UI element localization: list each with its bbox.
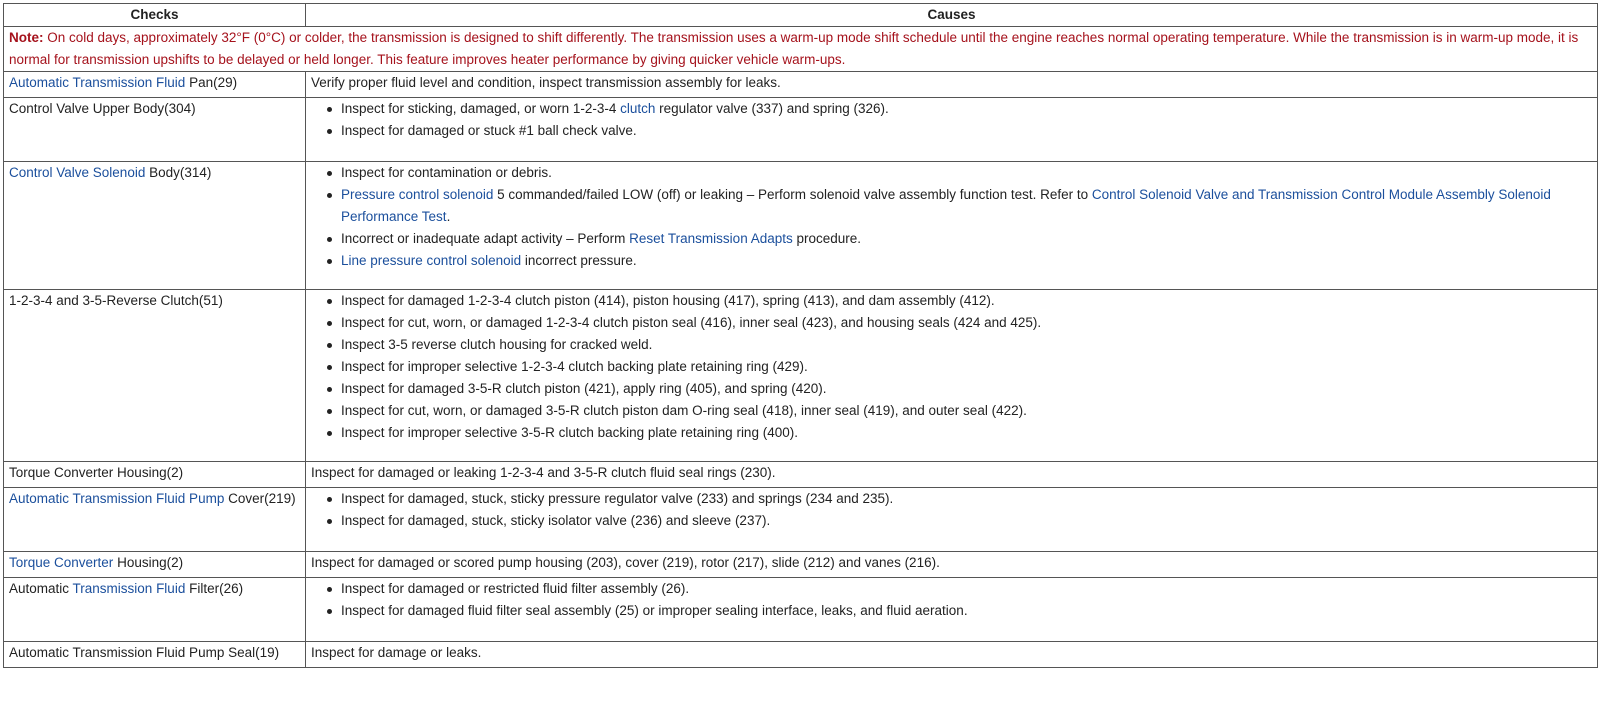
cause-cell	[306, 290, 1598, 462]
note-cell	[4, 27, 1598, 72]
note-text: On cold days, approximately 32°F (0°C) or colder, the transmission is designed to shift differently. The transmission uses a warm-up mode shift schedule until the engine reaches normal operating temperature. While the transmission is in warm-up mode, it is normal for transmission upshifts to be delayed or held longer. This feature improves heater performance by giving quicker vehicle warm-ups.	[9, 30, 1579, 67]
cause-cell: Inspect for damaged or scored pump housing (203), cover (219), rotor (217), slide (212) and vanes (216).	[306, 552, 1598, 578]
table-row	[4, 98, 1598, 162]
reset-adapts-link[interactable]: Reset Transmission Adapts	[629, 231, 793, 246]
item-text: regulator valve (337) and spring (326).	[655, 101, 889, 116]
cause-cell: Verify proper fluid level and condition, inspect transmission assembly for leaks.	[306, 72, 1598, 98]
cause-cell: Inspect for damaged or leaking 1-2-3-4 and 3-5-R clutch fluid seal rings (230).	[306, 462, 1598, 488]
check-text: Filter(26)	[185, 581, 244, 596]
cause-list	[311, 290, 1592, 444]
cause-list	[311, 578, 1592, 622]
note-label: Note:	[9, 30, 44, 45]
list-item: Inspect for improper selective 3-5-R clutch backing plate retaining ring (400).	[341, 422, 1592, 444]
pressure-control-solenoid-link[interactable]: Pressure control solenoid	[341, 187, 494, 202]
check-text: Pan(29)	[185, 75, 238, 90]
list-item: Inspect for damaged or stuck #1 ball check valve.	[341, 120, 1592, 142]
item-text: 5 commanded/failed LOW (off) or leaking – Perform solenoid valve assembly function test. Refer to	[493, 187, 1092, 202]
item-text: .	[446, 209, 451, 224]
list-item	[341, 228, 1592, 250]
list-item: Inspect for damaged 3-5-R clutch piston (421), apply ring (405), and spring (420).	[341, 378, 1592, 400]
check-cell	[4, 72, 306, 98]
list-item	[341, 250, 1592, 272]
table-row	[4, 162, 1598, 290]
table-row	[4, 462, 1598, 488]
diagnostic-table	[3, 3, 1598, 668]
cause-cell	[306, 488, 1598, 552]
list-item: Inspect for cut, worn, or damaged 1-2-3-4 clutch piston seal (416), inner seal (423), and housing seals (424 and 425).	[341, 312, 1592, 334]
table-row	[4, 290, 1598, 462]
check-cell: Control Valve Upper Body(304)	[4, 98, 306, 162]
check-link[interactable]: Automatic Transmission Fluid Pump	[9, 491, 225, 506]
list-item: Inspect for damaged fluid filter seal assembly (25) or improper sealing interface, leaks, and fluid aeration.	[341, 600, 1592, 622]
check-cell: Torque Converter Housing(2)	[4, 462, 306, 488]
list-item: Inspect for damaged, stuck, sticky pressure regulator valve (233) and springs (234 and 235).	[341, 488, 1592, 510]
list-item: Inspect for damaged 1-2-3-4 clutch piston (414), piston housing (417), spring (413), and dam assembly (412).	[341, 290, 1592, 312]
list-item: Inspect for damaged, stuck, sticky isolator valve (236) and sleeve (237).	[341, 510, 1592, 532]
cause-cell	[306, 162, 1598, 290]
check-link[interactable]: Control Valve Solenoid	[9, 165, 146, 180]
list-item: Inspect for cut, worn, or damaged 3-5-R clutch piston dam O-ring seal (418), inner seal (419), and outer seal (422).	[341, 400, 1592, 422]
causes-header: Causes	[306, 4, 1598, 27]
checks-header: Checks	[4, 4, 306, 27]
cause-cell	[306, 578, 1598, 642]
item-text: procedure.	[792, 231, 862, 246]
list-item	[341, 98, 1592, 120]
table-row	[4, 642, 1598, 668]
line-pressure-solenoid-link[interactable]: Line pressure control solenoid	[341, 253, 522, 268]
check-link[interactable]: Transmission Fluid	[72, 581, 186, 596]
check-link[interactable]: Torque Converter	[9, 555, 114, 570]
check-cell	[4, 552, 306, 578]
table-row	[4, 72, 1598, 98]
cause-cell	[306, 98, 1598, 162]
check-cell: Automatic Transmission Fluid Pump Seal(19)	[4, 642, 306, 668]
check-link[interactable]: Automatic Transmission Fluid	[9, 75, 186, 90]
check-cell: 1-2-3-4 and 3-5-Reverse Clutch(51)	[4, 290, 306, 462]
list-item	[341, 184, 1592, 228]
list-item: Inspect 3-5 reverse clutch housing for cracked weld.	[341, 334, 1592, 356]
item-text: Inspect for sticking, damaged, or worn 1-2-3-4	[341, 101, 621, 116]
table-row	[4, 488, 1598, 552]
cause-list	[311, 162, 1592, 272]
check-text: Housing(2)	[113, 555, 184, 570]
cause-cell: Inspect for damage or leaks.	[306, 642, 1598, 668]
cause-list	[311, 98, 1592, 142]
list-item: Inspect for contamination or debris.	[341, 162, 1592, 184]
cause-list	[311, 488, 1592, 532]
clutch-link[interactable]: clutch	[620, 101, 656, 116]
check-cell	[4, 488, 306, 552]
note-row	[4, 27, 1598, 72]
table-row	[4, 578, 1598, 642]
check-text: Cover(219)	[224, 491, 296, 506]
item-text: Incorrect or inadequate adapt activity – Perform	[341, 231, 630, 246]
check-cell	[4, 578, 306, 642]
list-item: Inspect for damaged or restricted fluid filter assembly (26).	[341, 578, 1592, 600]
table-row	[4, 552, 1598, 578]
check-text: Automatic	[9, 581, 73, 596]
item-text: incorrect pressure.	[521, 253, 637, 268]
check-text: Body(314)	[145, 165, 212, 180]
header-row	[4, 4, 1598, 27]
list-item: Inspect for improper selective 1-2-3-4 clutch backing plate retaining ring (429).	[341, 356, 1592, 378]
solenoid-performance-test-link[interactable]: Control Solenoid Valve and Transmission Control Module Assembly Solenoid Performance Test	[341, 187, 1551, 224]
check-cell	[4, 162, 306, 290]
